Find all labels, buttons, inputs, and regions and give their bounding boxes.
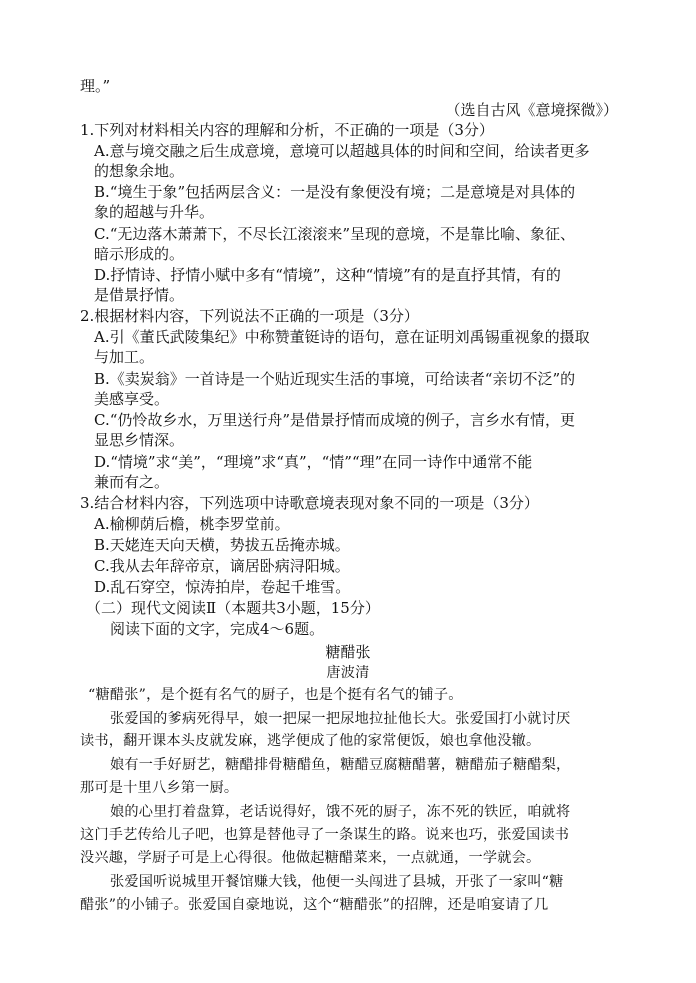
q2-option-b-cont: 美感享受。	[94, 390, 170, 408]
q1-option-d-cont: 是借景抒情。	[94, 286, 185, 304]
q1-option-d: D.抒情诗、抒情小赋中多有“情境”，这种“情境”有的是直抒其情，有的	[94, 266, 561, 284]
story-line: 这门手艺传给儿子吧，也算是替他寻了一条谋生的路。说来也巧，张爱国读书	[80, 827, 570, 843]
section-instruction: 阅读下面的文字，完成4～6题。	[110, 620, 325, 638]
story-line: 张爱国听说城里开餐馆赚大钱，他便一头闯进了县城，开张了一家叫“糖	[110, 874, 564, 890]
q1-option-c: C.“无边落木萧萧下，不尽长江滚滚来”呈现的意境，不是靠比喻、象征、	[94, 225, 576, 243]
story-author: 唐波清	[326, 665, 370, 681]
q2-option-c: C.“仍怜故乡水，万里送行舟”是借景抒情而成境的例子，言乡水有情，更	[94, 411, 576, 429]
q2-option-b: B.《卖炭翁》一首诗是一个贴近现实生活的事境，可给读者“亲切不泛”的	[94, 370, 576, 388]
q2-option-a: A.引《董氏武陵集纪》中称赞董铤诗的语句，意在证明刘禹锡重视象的摄取	[94, 328, 590, 346]
question-3-stem: 3.结合材料内容，下列选项中诗歌意境表现对象不同的一项是（3分）	[80, 494, 539, 512]
source-citation: （选自古风《意境探微》）	[445, 101, 618, 119]
q1-option-b: B.“境生于象”包括两层含义：一是没有象便没有境；二是意境是对具体的	[94, 183, 576, 201]
story-line: 张爱国的爹病死得早，娘一把屎一把尿地拉扯他长大。张爱国打小就讨厌	[110, 711, 571, 727]
story-title: 糖醋张	[325, 643, 371, 661]
question-1-stem: 1.下列对材料相关内容的理解和分析，不正确的一项是（3分）	[80, 121, 494, 139]
question-2-stem: 2.根据材料内容，下列说法不正确的一项是（3分）	[80, 307, 419, 325]
q1-option-a-cont: 的想象余地。	[94, 162, 185, 180]
q3-option-b: B.天姥连天向天横，势拔五岳掩赤城。	[94, 536, 350, 554]
story-line: 娘有一手好厨艺，糖醋排骨糖醋鱼，糖醋豆腐糖醋薯，糖醋茄子糖醋梨，	[110, 757, 571, 773]
q3-option-d: D.乱石穿空，惊涛拍岸，卷起千堆雪。	[94, 578, 351, 596]
q2-option-d-cont: 兼而有之。	[94, 473, 170, 491]
section-heading: （二）现代文阅读Ⅱ（本题共3小题，15分）	[86, 599, 380, 617]
q1-option-b-cont: 象的超越与升华。	[94, 203, 215, 221]
q2-option-c-cont: 显思乡情深。	[94, 431, 185, 449]
q2-option-d: D.“情境”求“美”，“理境”求“真”，“情”“理”在同一诗作中通常不能	[94, 453, 533, 471]
q3-option-c: C.我从去年辞帝京，谪居卧病浔阳城。	[94, 557, 350, 575]
q2-option-a-cont: 与加工。	[94, 348, 155, 366]
story-line: 那可是十里八乡第一厨。	[80, 780, 239, 796]
story-line: “糖醋张”，是个挺有名气的厨子，也是个挺有名气的铺子。	[88, 687, 463, 703]
q1-option-c-cont: 暗示形成的。	[94, 245, 185, 263]
story-line: 娘的心里打着盘算，老话说得好，饿不死的厨子，冻不死的铁匠，咱就将	[110, 804, 571, 820]
story-line: 醋张”的小铺子。张爱国自豪地说，这个“糖醋张”的招牌，还是咱宴请了几	[80, 897, 549, 913]
story-line: 没兴趣，学厨子可是上心得很。他做起糖醋菜来，一点就通，一学就会。	[80, 850, 541, 866]
story-line: 读书，翻开课本头皮就发麻，逃学便成了他的家常便饭，娘也拿他没辙。	[80, 733, 541, 749]
q1-option-a: A.意与境交融之后生成意境，意境可以超越具体的时间和空间，给读者更多	[94, 142, 590, 160]
continued-text: 理。”	[80, 77, 111, 95]
q3-option-a: A.榆柳荫后檐，桃李罗堂前。	[94, 515, 290, 533]
